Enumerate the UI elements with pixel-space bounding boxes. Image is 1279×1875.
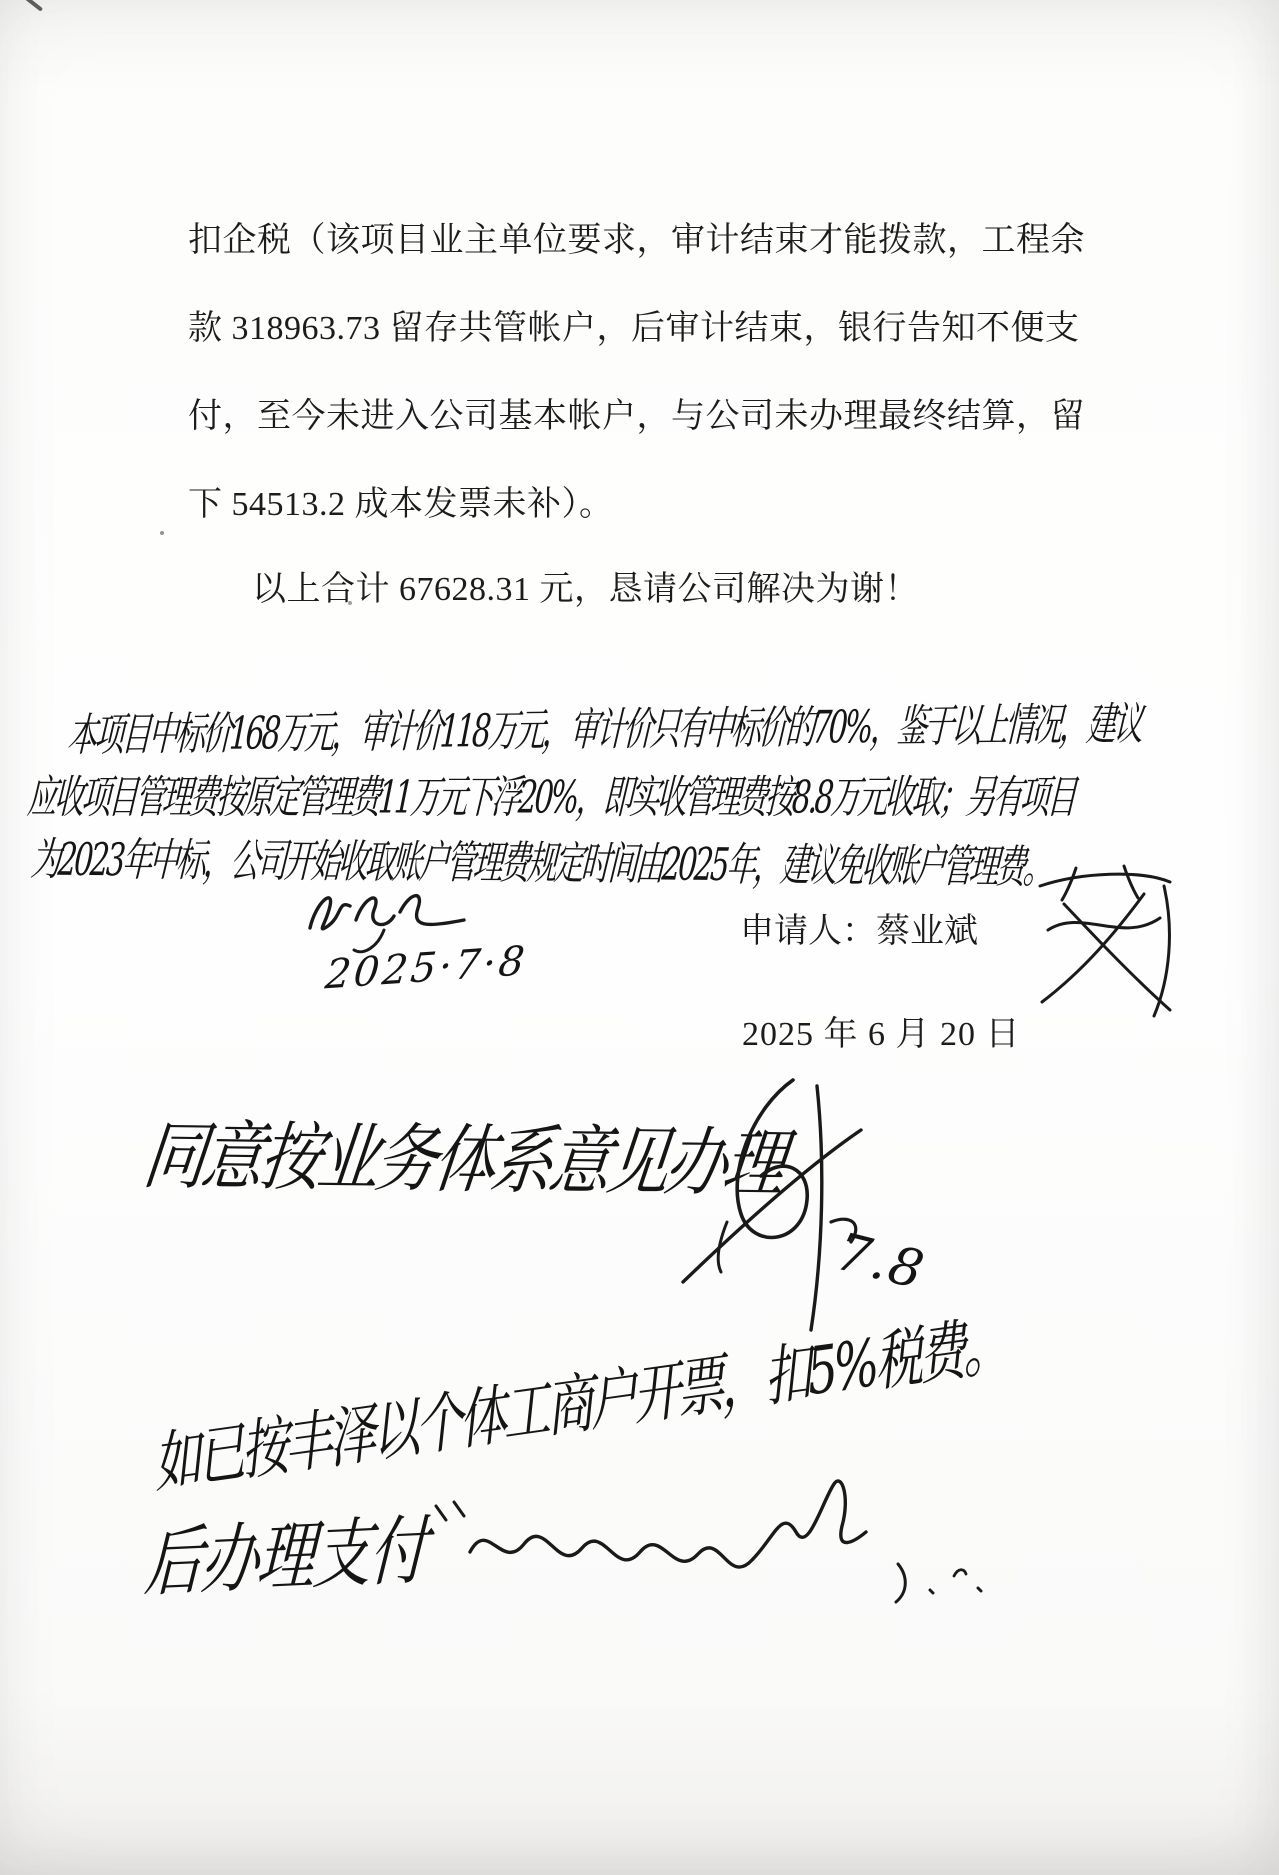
reviewer-date: 2025·7·8 — [323, 937, 530, 999]
payment-note-text: 后办理支付 — [142, 1506, 428, 1608]
printed-paragraph-line: 扣企税（该项目业主单位要求，审计结束才能拨款，工程余 — [188, 222, 1085, 259]
approval-date: 7.8 — [830, 1222, 932, 1302]
applicant-signature-flourish — [1012, 860, 1192, 1020]
ink-speck — [160, 531, 164, 535]
printed-paragraph-line: 款 318963.73 留存共管帐户，后审计结束，银行告知不便支 — [188, 310, 1080, 347]
approval-signature-flourish — [635, 1072, 870, 1337]
printed-total-line: 以上合计 67628.31 元，恳请公司解决为谢！ — [252, 571, 919, 608]
printed-paragraph-line: 下 54513.2 成本发票未补）。 — [188, 486, 614, 523]
handwritten-review-line: 应收项目管理费按原定管理费11万元下浮20%，即实收管理费按8.8万元收取；另有项目 — [25, 772, 1076, 825]
handwritten-review-line: 为2023年中标，公司开始收取账户管理费规定时间由2025年，建议免收账户管理费。 — [29, 833, 1053, 895]
printed-paragraph-line: 付，至今未进入公司基本帐户，与公司未办理最终结算，留 — [188, 398, 1085, 435]
applicant-name-line: 申请人：蔡业斌 — [740, 913, 978, 950]
applicant-date: 2025 年 6 月 20 日 — [742, 1016, 1021, 1053]
approval-note-text: 同意按业务体系意见办理 — [139, 1111, 788, 1208]
payment-signature-scribble — [430, 1468, 990, 1633]
ink-speck — [25, 0, 43, 12]
invoice-note-text: 如已按丰泽以个体工商户开票，扣5%税费。 — [151, 1307, 1009, 1503]
handwritten-review-line: 本项目中标价168万元，审计价118万元，审计价只有中标价的70%，鉴于以上情况，建议 — [65, 698, 1143, 763]
ink-speck — [348, 601, 352, 605]
